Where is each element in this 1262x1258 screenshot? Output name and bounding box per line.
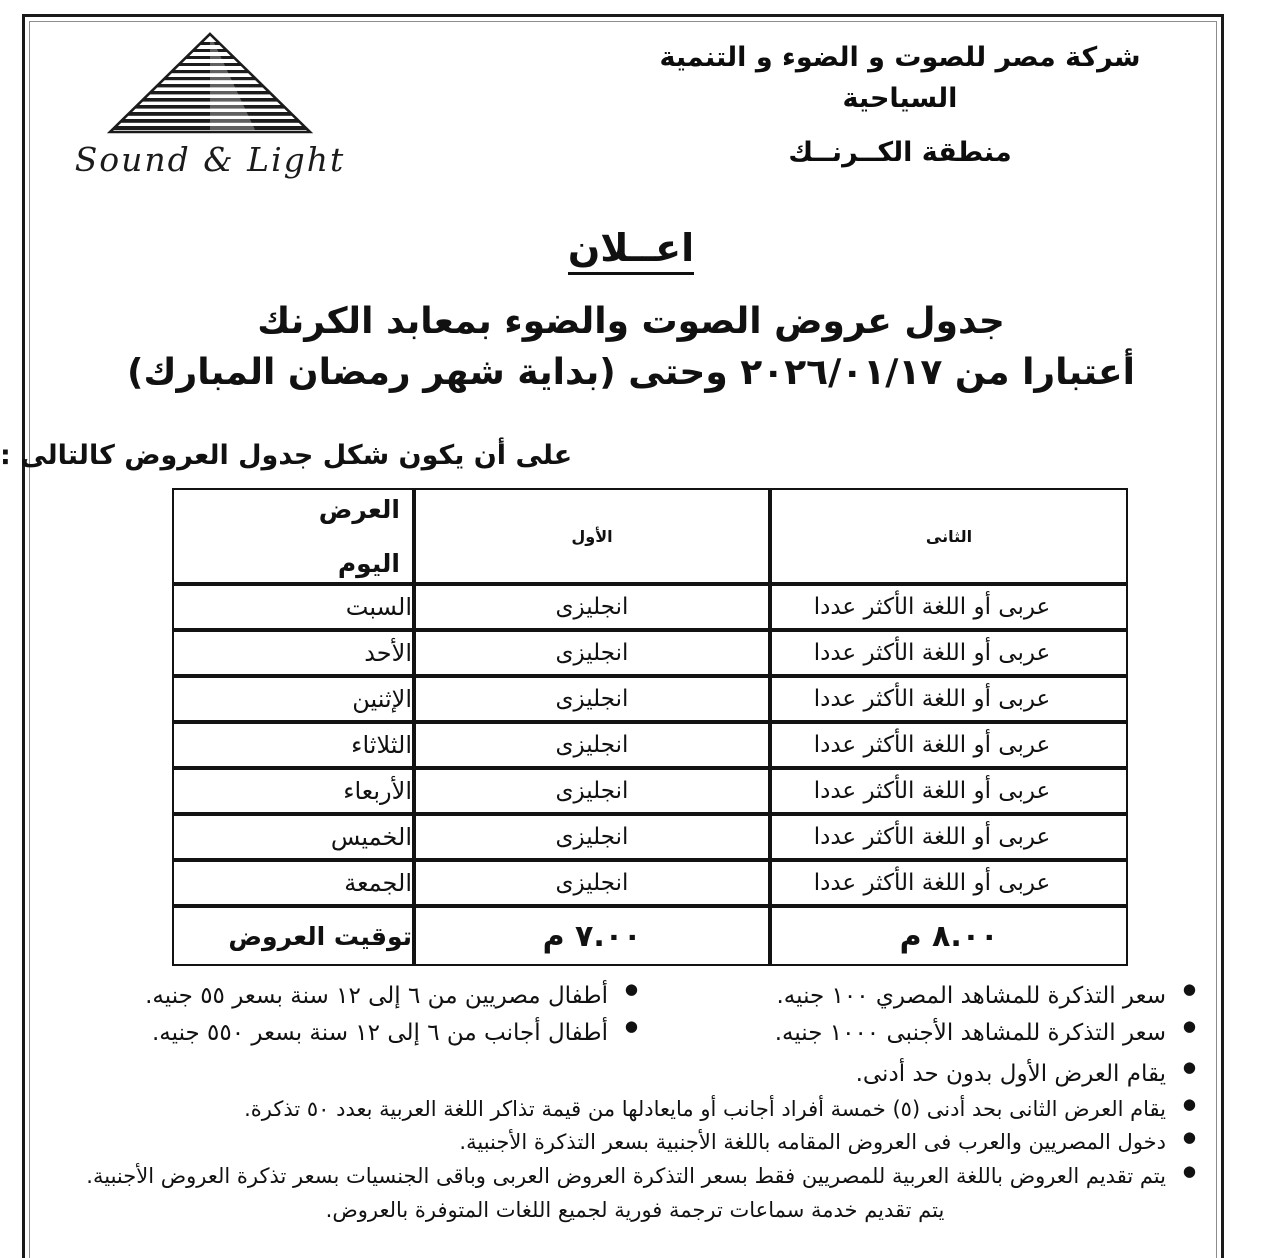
pyramid-icon (106, 30, 314, 138)
schedule-subtitle-line1: جدول عروض الصوت والضوء بمعابد الكرنك (257, 300, 1005, 342)
header-show-label: العرض (318, 495, 400, 524)
table-row (172, 768, 1128, 814)
header-first-show: الأول (414, 488, 770, 584)
cell-first-language: انجليزى (414, 860, 770, 906)
cell-second-language: عربى أو اللغة الأكثر عددا (770, 814, 1128, 860)
table-row (172, 584, 1128, 630)
list-item: ● أطفال أجانب من ٦ إلى ١٢ سنة بسعر ٥٥٠ جنيه. (112, 1015, 642, 1052)
timing-label: توقيت العروض (172, 906, 414, 966)
cell-first-language: انجليزى (414, 676, 770, 722)
cell-second-language: عربى أو اللغة الأكثر عددا (770, 676, 1128, 722)
schedule-table (172, 488, 1128, 966)
announcement-title: اعــلان (568, 228, 694, 275)
area-name: منطقة الكــرنــك (788, 137, 1012, 168)
timing-first-show: ٧.٠٠ م (414, 906, 770, 966)
table-row (172, 722, 1128, 768)
cell-day-name: السبت (172, 584, 414, 630)
cell-first-language: انجليزى (414, 814, 770, 860)
cell-second-language: عربى أو اللغة الأكثر عددا (770, 860, 1128, 906)
cell-day-name: الأربعاء (172, 768, 414, 814)
list-item: ● سعر التذكرة للمشاهد الأجنبى ١٠٠٠ جنيه. (680, 1015, 1200, 1052)
list-item: ● أطفال مصريين من ٦ إلى ١٢ سنة بسعر ٥٥ جنيه. (112, 978, 642, 1015)
schedule-table-wrapper (172, 488, 1128, 966)
cell-second-language: عربى أو اللغة الأكثر عددا (770, 630, 1128, 676)
table-row (172, 676, 1128, 722)
notes-ticket-prices (680, 978, 1200, 1053)
notes-full-width-block (70, 1056, 1200, 1227)
organization-header (600, 38, 1200, 174)
list-item: ● يتم تقديم العروض باللغة العربية للمصريين فقط بسعر التذكرة العروض العربى وباقى الجنسيات بسعر تذكرة العروض الأجنبية. (70, 1160, 1200, 1194)
schedule-subtitle-line2: أعتبارا من ٢٠٢٦/٠١/١٧ وحتى (بداية شهر رمضان المبارك) (127, 351, 1135, 393)
table-row (172, 630, 1128, 676)
notes-section (0, 978, 1262, 1222)
list-item: ● سعر التذكرة للمشاهد المصري ١٠٠ جنيه. (680, 978, 1200, 1015)
cell-second-language: عربى أو اللغة الأكثر عددا (770, 722, 1128, 768)
list-item: ● يقام العرض الأول بدون حد أدنى. (70, 1056, 1200, 1093)
cell-first-language: انجليزى (414, 584, 770, 630)
title-area (0, 228, 1262, 395)
cell-first-language: انجليزى (414, 722, 770, 768)
list-item: ● يقام العرض الثانى بحد أدنى (٥) خمسة أفراد أجانب أو مايعادلها من قيمة تذاكر اللغة العربية بعدد ٥٠ تذكرة. (70, 1093, 1200, 1127)
table-timing-row (172, 906, 1128, 966)
announcement-title-wrapper (0, 228, 1262, 275)
lead-sentence: على أن يكون شكل جدول العروض كالتالى : (0, 440, 573, 471)
organization-logo (60, 30, 360, 179)
table-header-row (172, 488, 1128, 584)
notes-two-column-block (0, 978, 1262, 1056)
cell-day-name: الثلاثاء (172, 722, 414, 768)
cell-first-language: انجليزى (414, 768, 770, 814)
header-show-day-split (172, 488, 414, 584)
table-row (172, 814, 1128, 860)
cell-day-name: الإثنين (172, 676, 414, 722)
cell-first-language: انجليزى (414, 630, 770, 676)
cell-day-name: الخميس (172, 814, 414, 860)
table-row (172, 860, 1128, 906)
cell-day-name: الجمعة (172, 860, 414, 906)
cell-second-language: عربى أو اللغة الأكثر عددا (770, 768, 1128, 814)
lead-sentence-row (0, 440, 1148, 471)
company-name: شركة مصر للصوت و الضوء و التنمية السياحية (659, 42, 1141, 114)
notes-child-prices (112, 978, 642, 1053)
list-item: ● دخول المصريين والعرب فى العروض المقامه باللغة الأجنبية بسعر التذكرة الأجنبية. (70, 1126, 1200, 1160)
cell-day-name: الأحد (172, 630, 414, 676)
logo-wordmark: Sound & Light (74, 140, 346, 179)
cell-second-language: عربى أو اللغة الأكثر عددا (770, 584, 1128, 630)
header-day-label: اليوم (337, 549, 400, 578)
header-second-show: الثانى (770, 488, 1128, 584)
closing-note: يتم تقديم خدمة سماعات ترجمة فورية لجميع اللغات المتوفرة بالعروض. (325, 1197, 945, 1222)
timing-second-show: ٨.٠٠ م (770, 906, 1128, 966)
